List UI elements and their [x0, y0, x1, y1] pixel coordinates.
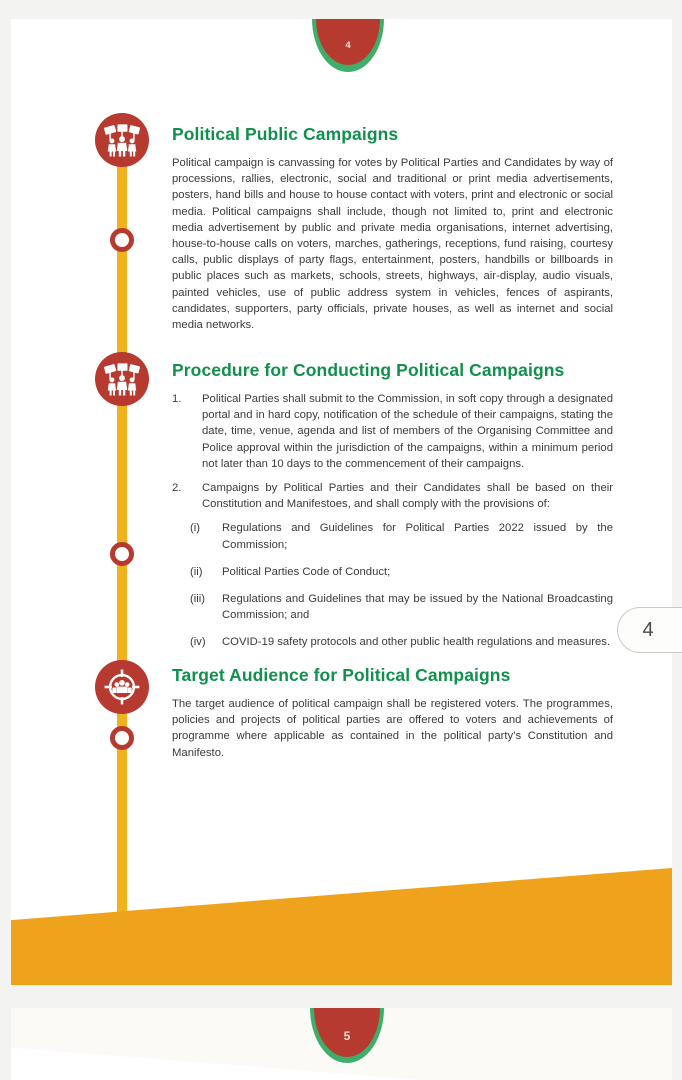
sublist-item-text: COVID-19 safety protocols and other public health regulations and measures.: [222, 636, 611, 649]
section-target-audience: [172, 664, 613, 761]
protest-rally-glyph: [100, 357, 144, 401]
sublist-item-text: Regulations and Guidelines that may be issued by the National Broadcasting Commission; and: [222, 593, 613, 622]
top-page-badge: [312, 19, 384, 73]
milestone-ring: [110, 228, 134, 252]
numbered-list: [172, 391, 613, 651]
sublist-item: [190, 634, 613, 650]
top-page-badge: [310, 1008, 384, 1064]
sublist-item-number: (i): [190, 522, 201, 535]
sublist-item: [190, 591, 613, 623]
section-political-public-campaigns: [172, 123, 613, 333]
milestone-ring: [110, 726, 134, 750]
page-number-label: 5: [314, 1008, 380, 1057]
page-number-tab[interactable]: [617, 607, 682, 653]
page-tab-number: 4: [642, 618, 654, 641]
list-item-text: Campaigns by Political Parties and their Candidates shall be based on their Constitution and Manifestoes, and shall comply with the provisions of:: [202, 482, 613, 511]
roman-sublist: [190, 520, 613, 650]
sublist-item-number: (iv): [190, 636, 206, 649]
sublist-item: [190, 520, 613, 552]
decorative-orange-band: [11, 868, 672, 985]
sublist-item-text: Political Parties Code of Conduct;: [222, 565, 391, 578]
list-item-text: Political Parties shall submit to the Commission, in soft copy through a designated portal and in hard copy, notification of the schedule of their campaigns, stating the date, time, venue, agenda and list of members of the Organising Committee and Police approval within the jurisdiction of the campaigns, within a minimum period not later than 10 days to the commencement of their campaigns.: [202, 393, 613, 470]
list-item: [172, 391, 613, 472]
section-title: Political Public Campaigns: [172, 124, 399, 144]
section-procedure-for-conducting: [172, 359, 613, 651]
document-page-4: [11, 19, 672, 985]
target-audience-icon: [95, 660, 149, 714]
list-item-number: 2.: [172, 482, 182, 495]
protest-rally-icon: [95, 113, 149, 167]
sublist-item-number: (ii): [190, 565, 203, 578]
section-paragraph: Political campaign is canvassing for votes by Political Parties and Candidates by way of processions, rallies, electronic, social and traditional or print media advertisements, posters, hand bills and house to house contact with voters, print and electronic or social media. Political campaigns shall include, though not limited to, print and electronic media advertisement by public and private media organisations, internet advertising, house-to-house calls on voters, marches, gatherings, receptions, fund raising, courtesy calls, public displays of party flags, entertainment, posters, handbills or billboards in public places such as markets, schools, streets, highways, air-display, audio visuals, painted vehicles, use of public address system in vehicles, fences of aspirants, candidates, supporters, party officials, private houses, as well as internet and social media networks.: [172, 157, 613, 332]
milestone-ring: [110, 542, 134, 566]
protest-rally-icon: [95, 352, 149, 406]
sublist-item-text: Regulations and Guidelines for Political Parties 2022 issued by the Commission;: [222, 522, 613, 551]
page-number-label: 4: [316, 19, 380, 65]
section-title: Target Audience for Political Campaigns: [172, 665, 511, 685]
sublist-item-number: (iii): [190, 593, 206, 606]
sublist-item: [190, 564, 613, 580]
protest-rally-glyph: [100, 118, 144, 162]
target-audience-glyph: [100, 665, 144, 709]
list-item: [172, 480, 613, 512]
section-title: Procedure for Conducting Political Campaigns: [172, 360, 565, 380]
timeline-line: [117, 140, 127, 920]
section-paragraph: The target audience of political campaign shall be registered voters. The programmes, policies and projects of political parties are offered to voters and achievements of programme where applicable as contained in the political party’s Constitution and Manifesto.: [172, 698, 613, 759]
document-page-5: [11, 1008, 672, 1080]
list-item-number: 1.: [172, 393, 182, 405]
